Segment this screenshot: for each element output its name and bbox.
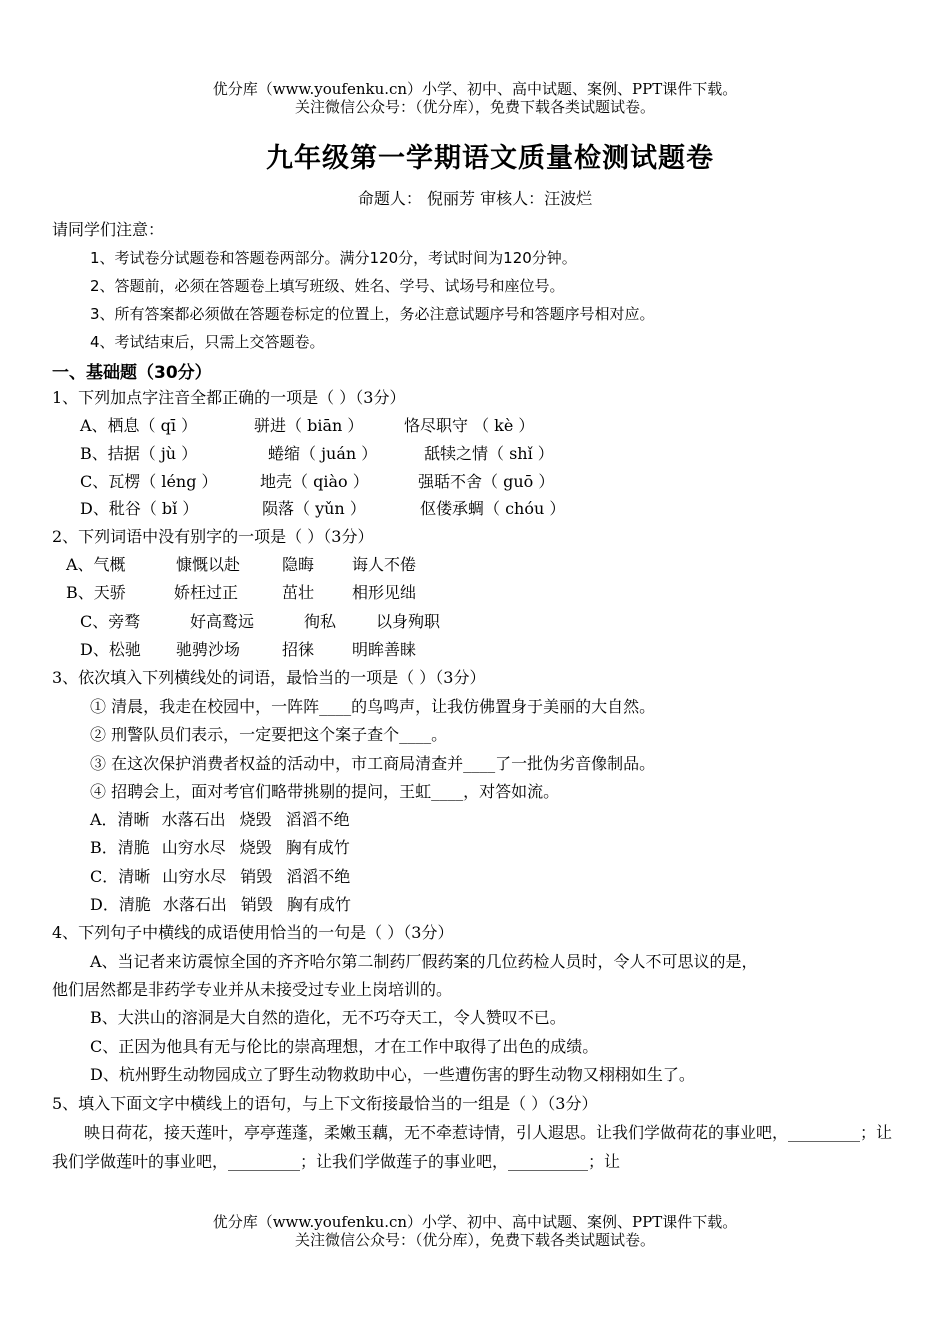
q3-item-2: [90, 724, 447, 746]
q3-opt-word: 胸有成竹: [285, 838, 350, 857]
q2-option-a-4: 诲人不倦: [352, 555, 417, 574]
q3-option-a: [90, 809, 350, 831]
q3-opt-word: C．清晰: [90, 867, 151, 886]
q3-blank: ____: [463, 754, 496, 773]
q3-opt-word: A．清晰: [90, 810, 150, 829]
q2-option-b-3: 茁壮: [282, 583, 315, 602]
q3-item-4: [90, 781, 559, 803]
q2-option-c-4: 以身殉职: [376, 612, 441, 631]
q2-option-c-2: 好高鹜远: [190, 612, 255, 631]
q3-blank: ____: [319, 697, 352, 716]
q3-item-text: 。: [431, 725, 448, 744]
q5-passage: 映日荷花，接天莲叶，亭亭莲蓬，柔嫩玉藕，无不牵惹诗情，引人遐思。让我们学做荷花的事业吧，_________；让我们学做莲叶的事业吧，_________；让我们学做莲子的事业吧，__________；让: [52, 1123, 893, 1171]
q1-option-b-3: 舐犊之情（ shǐ ）: [424, 444, 554, 463]
q1-option-c-3: 强聒不舍（ guō ）: [418, 472, 555, 491]
notice-item: 1、考试卷分试题卷和答题卷两部分。满分120分，考试时间为120分钟。: [90, 249, 577, 267]
q3-item-text: 了一批伪劣音像制品。: [495, 754, 656, 773]
question-5-stem: 5、填入下面文字中横线上的语句，与上下文衔接最恰当的一组是（ ）（3分）: [52, 1094, 598, 1113]
q1-option-c-1: C、瓦楞（ léng ）: [80, 472, 218, 491]
question-2-stem: 2、下列词语中没有别字的一项是（ ）（3分）: [52, 527, 374, 546]
q2-option-a-2: 慷慨以赴: [176, 555, 241, 574]
q2-option-d-4: 明眸善睐: [352, 640, 417, 659]
q3-opt-word: 山穷水尽: [162, 867, 227, 886]
q3-opt-word: 水落石出: [161, 810, 226, 829]
q1-option-a-3: 恪尽职守 （ kè ）: [404, 416, 535, 435]
q3-opt-word: 胸有成竹: [286, 895, 351, 914]
q3-option-d: [90, 894, 351, 916]
notice-heading: 请同学们注意：: [52, 220, 165, 239]
q3-item-1: [90, 696, 655, 718]
q3-opt-word: 滔滔不绝: [285, 810, 350, 829]
q1-option-a-2: 骈进（ biān ）: [254, 416, 364, 435]
q3-option-c: [90, 866, 350, 888]
q3-opt-word: 销毁: [240, 867, 273, 886]
q2-option-c-3: 徇私: [304, 612, 337, 631]
q1-option-b-1: B、拮据（ jù ）: [80, 444, 198, 463]
q2-option-c-1: C、旁骛: [80, 612, 141, 631]
q3-item-text: ③ 在这次保护消费者权益的活动中，市工商局清查并: [90, 754, 464, 773]
question-1-stem: 1、下列加点字注音全都正确的一项是（ ）（3分）: [52, 388, 406, 407]
question-3-stem: 3、依次填入下列横线处的词语，最恰当的一项是（ ）（3分）: [52, 668, 486, 687]
question-4-stem: 4、下列句子中横线的成语使用恰当的一句是（ ）（3分）: [52, 923, 454, 942]
q2-option-d-1: D、松驰: [80, 640, 141, 659]
header-line-1: 优分库（www.youfenku.cn）小学、初中、高中试题、案例、PPT课件下载。: [212, 80, 738, 98]
notice-item: 2、答题前，必须在答题卷上填写班级、姓名、学号、试场号和座位号。: [90, 277, 565, 295]
page-title: 九年级第一学期语文质量检测试题卷: [266, 143, 714, 174]
q3-item-text: ② 刑警队员们表示，一定要把这个案子查个: [90, 725, 400, 744]
q2-option-b-4: 相形见绌: [352, 583, 417, 602]
q3-blank: ____: [399, 725, 432, 744]
q4-option-a-line1: A、当记者来访震惊全国的齐齐哈尔第二制药厂假药案的几位药检人员时，令人不可思议的是，: [90, 952, 758, 971]
notice-item: 3、所有答案都必须做在答题卷标定的位置上，务必注意试题序号和答题序号相对应。: [90, 305, 655, 323]
q3-opt-word: 水落石出: [162, 895, 227, 914]
q4-option-b: B、大洪山的溶洞是大自然的造化，无不巧夺天工，令人赞叹不已。: [90, 1008, 566, 1027]
notice-item: 4、考试结束后，只需上交答题卷。: [90, 333, 325, 351]
q2-option-d-3: 招徕: [282, 640, 315, 659]
authors-line: 命题人： 倪丽芳 审核人：汪波烂: [357, 189, 593, 208]
q4-option-a-line2: 他们居然都是非药学专业并从未接受过专业上岗培训的。: [52, 980, 453, 999]
q2-option-b-1: B、天骄: [66, 583, 126, 602]
q4-option-d: D、杭州野生动物园成立了野生动物救助中心，一些遭伤害的野生动物又栩栩如生了。: [90, 1065, 695, 1084]
q3-item-text: 的鸟鸣声，让我仿佛置身于美丽的大自然。: [351, 697, 656, 716]
section-heading: 一、基础题（30分）: [52, 363, 212, 383]
header-line-2: 关注微信公众号：（优分库），免费下载各类试题试卷。: [294, 98, 655, 116]
q3-opt-word: B．清脆: [90, 838, 150, 857]
q2-option-a-1: A、气概: [66, 555, 126, 574]
q2-option-d-2: 驰骋沙场: [176, 640, 241, 659]
footer-line-2: 关注微信公众号：（优分库），免费下载各类试题试卷。: [294, 1231, 655, 1249]
q4-option-c: C、正因为他具有无与伦比的崇高理想，才在工作中取得了出色的成绩。: [90, 1037, 599, 1056]
q3-opt-word: 烧毁: [239, 810, 272, 829]
q3-blank: ____: [431, 782, 464, 801]
q3-opt-word: 滔滔不绝: [286, 867, 351, 886]
q3-opt-word: 烧毁: [239, 838, 272, 857]
footer-line-1: 优分库（www.youfenku.cn）小学、初中、高中试题、案例、PPT课件下载。: [212, 1213, 738, 1231]
q1-option-a-1: A、栖息（ qī ）: [80, 416, 198, 435]
q2-option-b-2: 娇枉过正: [174, 583, 239, 602]
q3-item-text: ④ 招聘会上，面对考官们略带挑剔的提问，王虹: [90, 782, 432, 801]
q3-opt-word: D．清脆: [90, 895, 151, 914]
q2-option-a-3: 隐晦: [282, 555, 315, 574]
q3-item-text: ，对答如流。: [463, 782, 560, 801]
q3-opt-word: 山穷水尽: [161, 838, 226, 857]
q1-option-d-2: 陨落（ yǔn ）: [262, 499, 366, 518]
q3-item-text: ① 清晨，我走在校园中，一阵阵: [90, 697, 320, 716]
q3-item-3: [90, 753, 655, 775]
q1-option-b-2: 蜷缩（ juán ）: [268, 444, 378, 463]
q1-option-c-2: 地壳（ qiào ）: [260, 472, 369, 491]
q1-option-d-1: D、秕谷（ bǐ ）: [80, 499, 199, 518]
q1-option-d-3: 伛偻承蜩（ chóu ）: [420, 499, 566, 518]
q3-opt-word: 销毁: [240, 895, 273, 914]
q3-option-b: [90, 837, 350, 859]
